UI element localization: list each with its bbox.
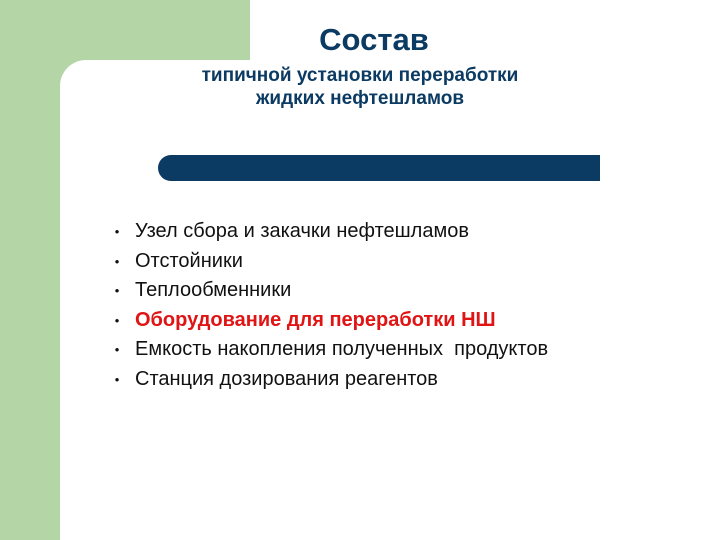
bullet-icon: •	[114, 312, 120, 328]
list-item-text: Теплообменники	[135, 279, 292, 301]
list-item-text: Станция дозирования реагентов	[135, 367, 438, 390]
list-item-text: Отстойники	[135, 249, 243, 272]
title-divider-bar	[158, 155, 600, 181]
subtitle-line-2: жидких нефтешламов	[255, 88, 465, 109]
bullet-icon: •	[114, 224, 120, 239]
list-item-text: Емкость накопления полученных продуктов	[135, 338, 549, 360]
bullet-icon: •	[114, 371, 120, 387]
subtitle-line-1: типичной установки переработки	[201, 65, 519, 86]
slide-title: Состав	[319, 22, 429, 57]
list-item-text: Узел сбора и закачки нефтешламов	[135, 220, 469, 242]
bullet-icon: •	[114, 283, 120, 298]
list-item-text: Оборудование для переработки НШ	[135, 308, 496, 331]
bullet-icon: •	[114, 342, 120, 357]
bullet-icon: •	[114, 253, 120, 269]
slide-subtitle	[140, 64, 580, 110]
